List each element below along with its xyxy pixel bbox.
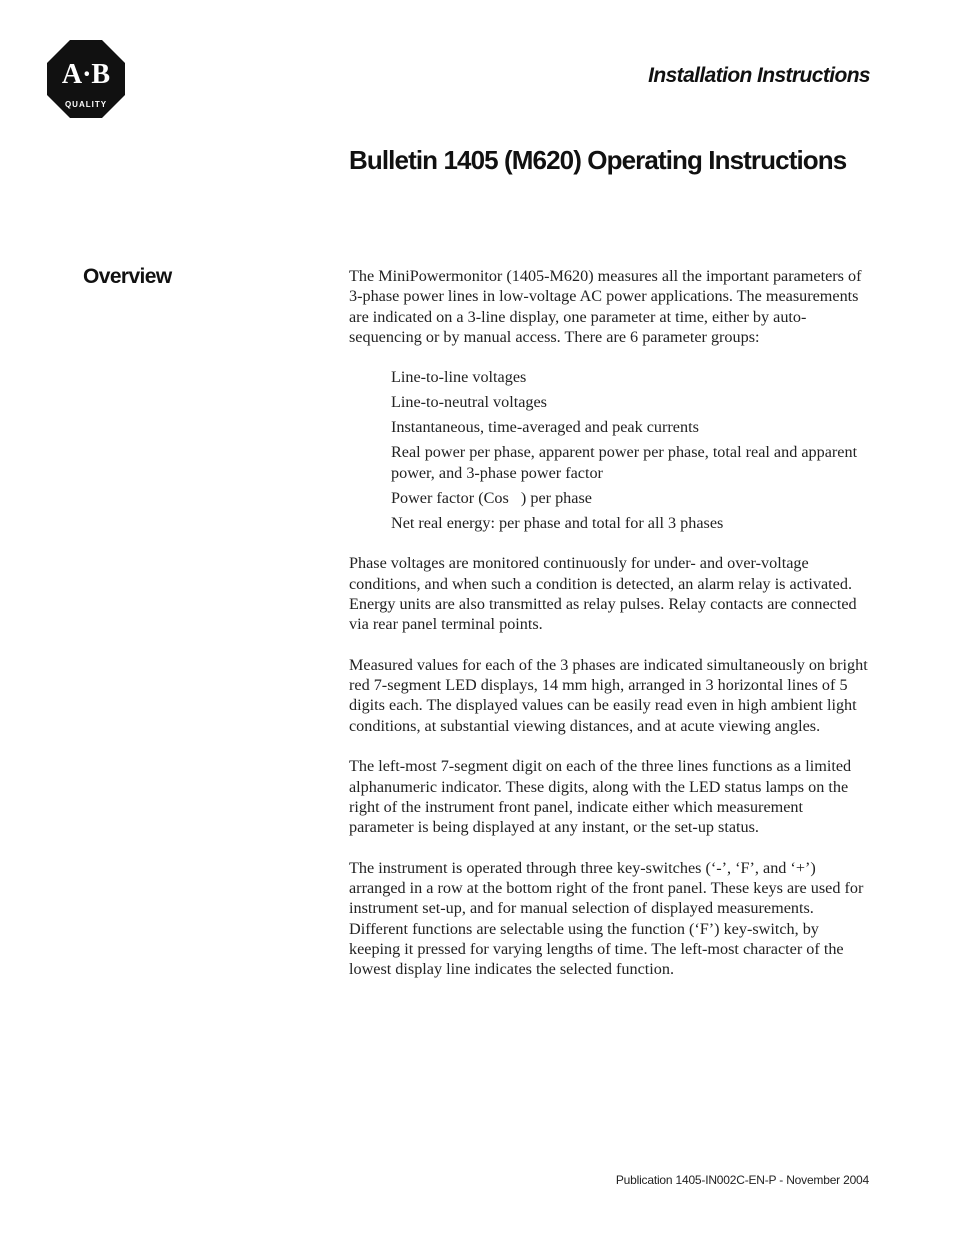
list-item: Power factor (Cos ) per phase — [391, 488, 592, 507]
body-paragraph: Measured values for each of the 3 phases are indicated simultaneously on bright red 7-segment LED displays, 14 mm high, arranged in 3 horizontal lines of 5 digits each. The displayed values can be easily read even in high ambient light conditions, at substantial viewing distances, and at acute viewing angles. — [349, 655, 868, 735]
list-item: Line-to-neutral voltages — [391, 393, 547, 412]
logo-octagon-icon — [47, 40, 125, 118]
list-item: Line-to-line voltages — [391, 368, 527, 387]
body-paragraph: The left-most 7-segment digit on each of the three lines functions as a limited alphanumeric indicator. These digits, along with the LED status lamps on the right of the instrument front panel, indicate either which measurement parameter is being displayed at any instant, or the set-up status. — [349, 757, 852, 837]
body-paragraph: The instrument is operated through three key-switches (‘-’, ‘F’, and ‘+’) arranged in a row at the bottom right of the front panel. These keys are used for instrument set-up, and for manual selection of displayed measurements. Different functions are selectable using the function (‘F’) key-switch, by keeping it pressed for varying lengths of time. The left-most character of the lowest display line indicates the selected function. — [349, 858, 864, 979]
body-paragraph: Phase voltages are monitored continuously for under- and over-voltage conditions, and when such a condition is detected, an alarm relay is activated. Energy units are also transmitted as relay pulses. Relay contacts are connected via rear panel terminal points. — [349, 554, 857, 634]
list-item: Instantaneous, time-averaged and peak currents — [391, 418, 699, 437]
allen-bradley-logo — [47, 40, 125, 118]
list-item: Net real energy: per phase and total for all 3 phases — [391, 513, 724, 532]
document-type: Installation Instructions — [648, 64, 870, 87]
document-title: Bulletin 1405 (M620) Operating Instructions — [349, 145, 847, 175]
list-item: Real power per phase, apparent power per phase, total real and apparent power, and 3-phase power factor — [391, 443, 858, 482]
parameter-group-list — [349, 367, 871, 533]
publication-footer: Publication 1405-IN002C-EN-P - November 2004 — [615, 1173, 869, 1187]
logo-text: A·B — [61, 59, 111, 90]
overview-body — [349, 266, 871, 1000]
intro-paragraph: The MiniPowermonitor (1405-M620) measures all the important parameters of 3-phase power lines in low-voltage AC power applications. The measurements are indicated on a 3-line display, one parameter at time, either by auto-sequencing or by manual access. There are 6 parameter groups: — [349, 267, 862, 346]
logo-subtext: QUALITY — [64, 100, 108, 109]
section-heading-overview: Overview — [83, 265, 172, 288]
